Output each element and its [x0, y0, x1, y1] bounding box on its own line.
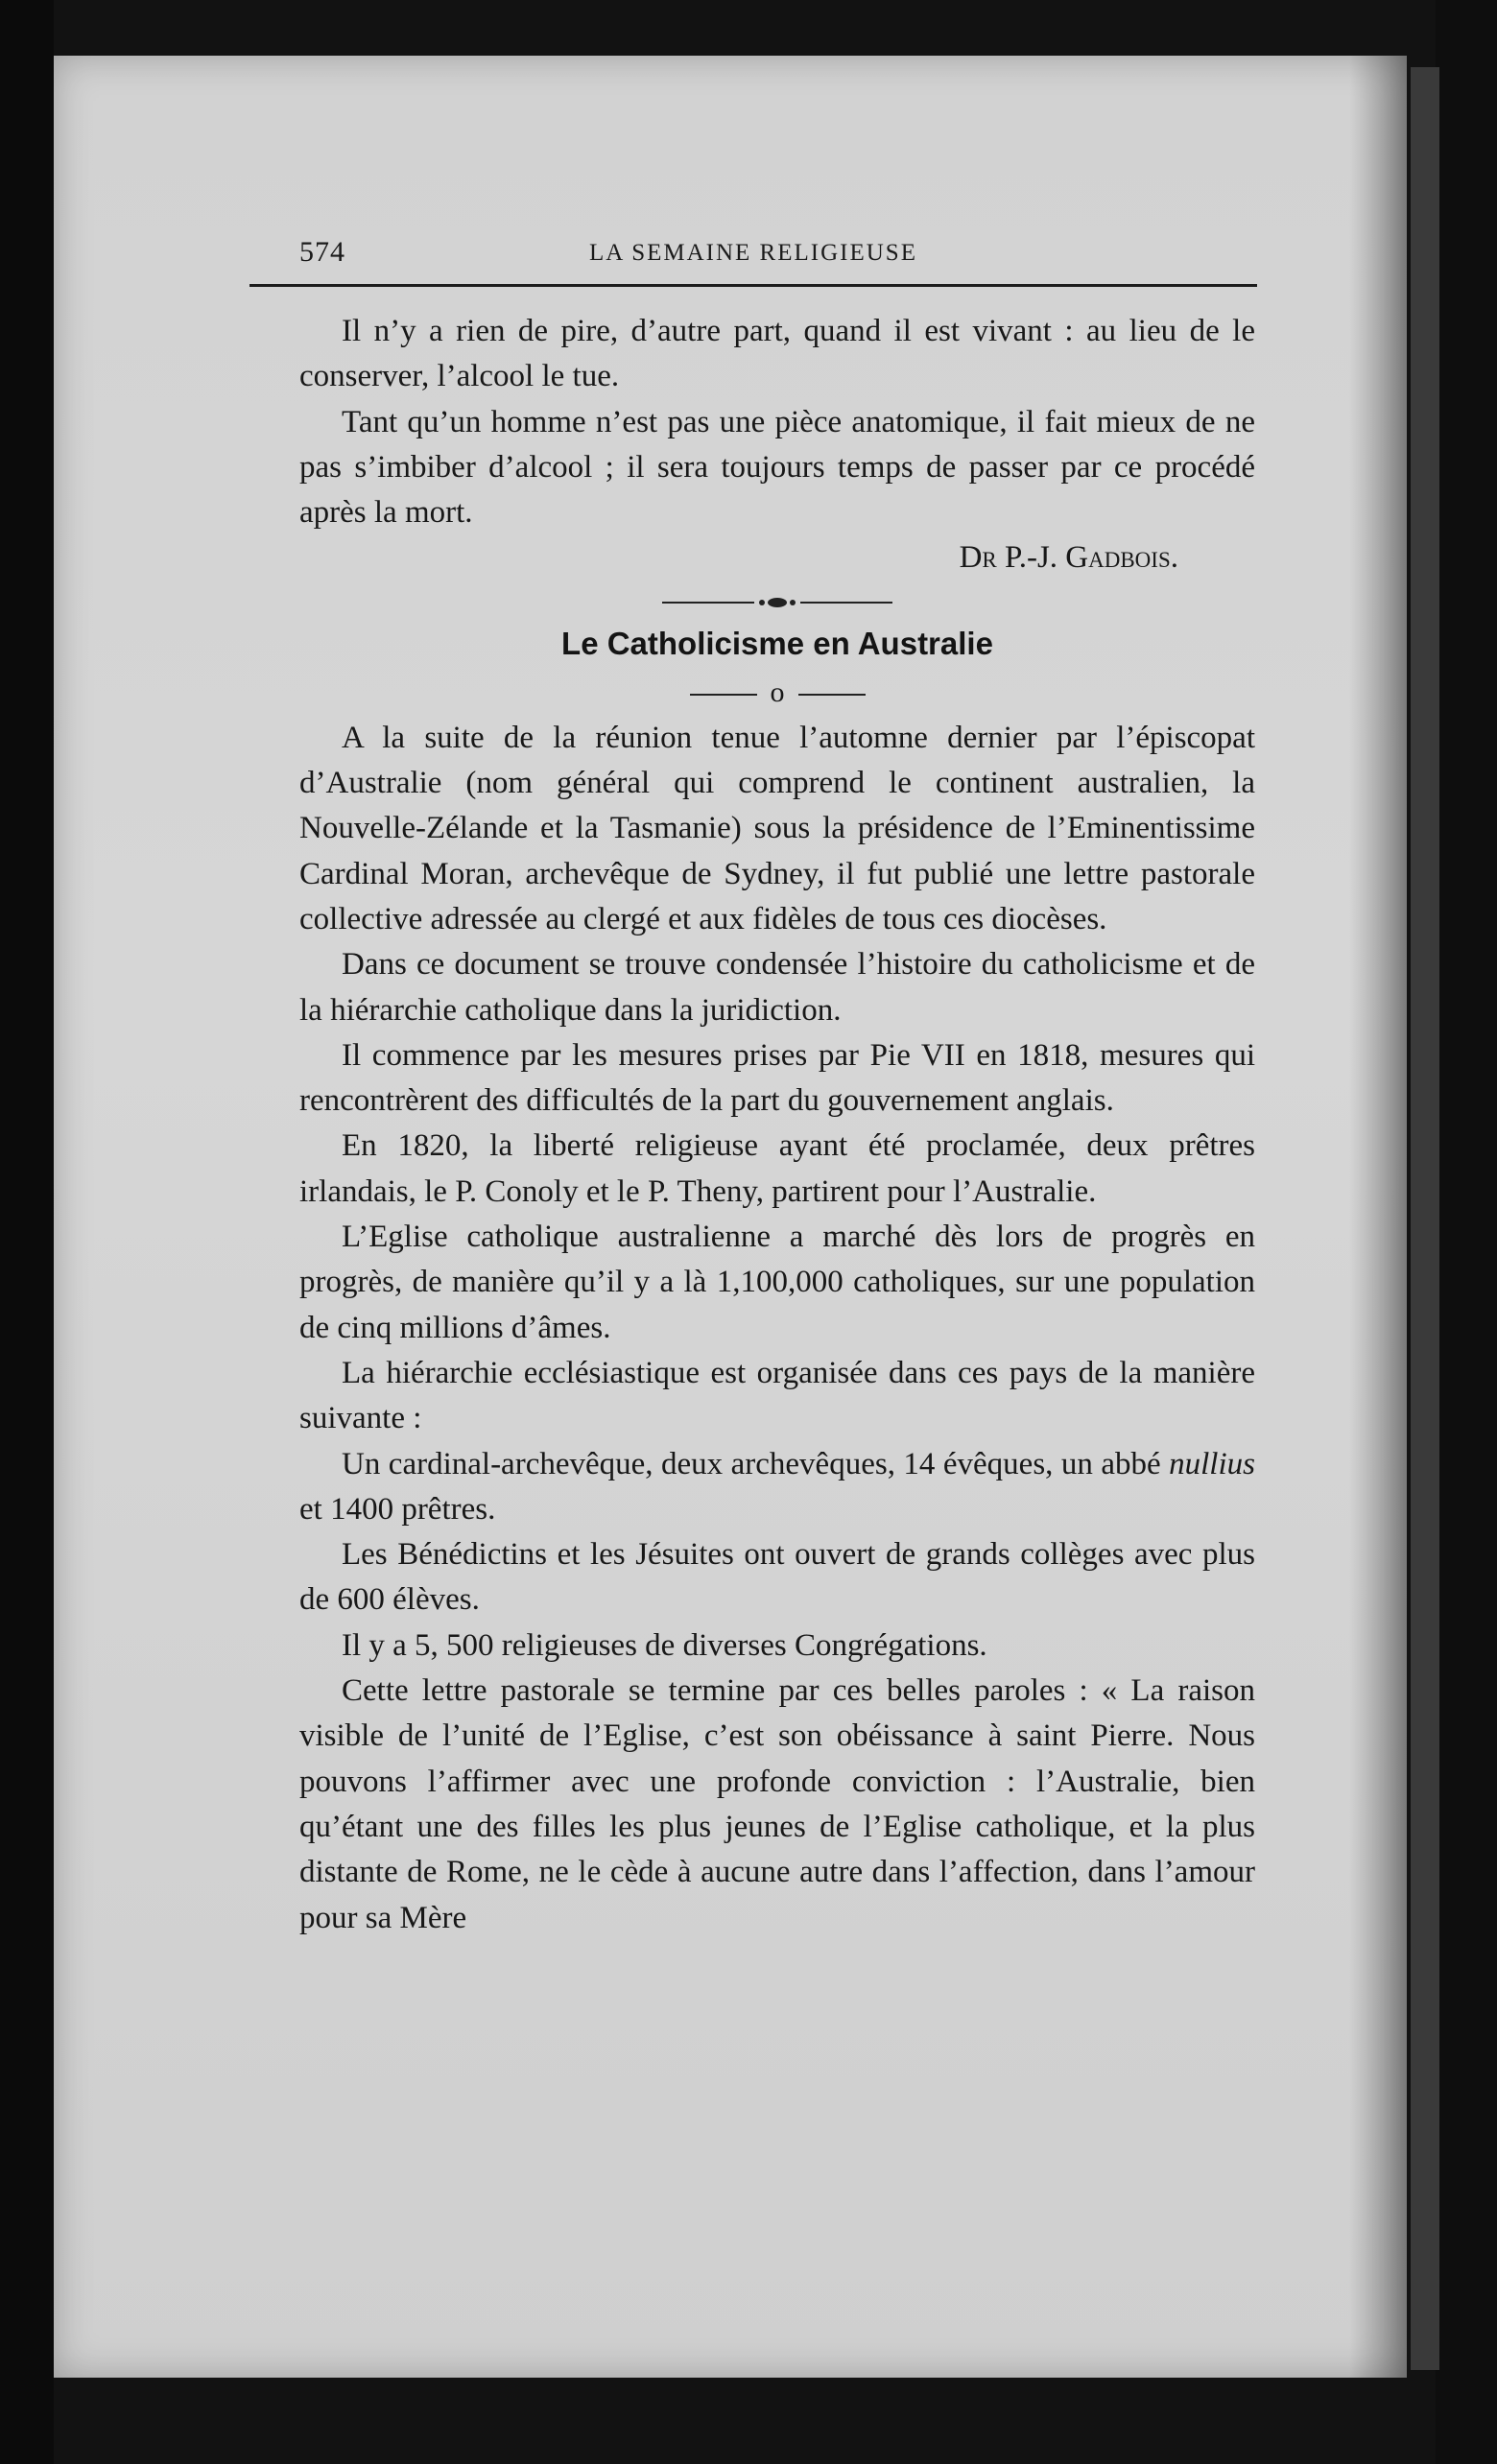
divider-dash-right	[798, 694, 866, 696]
section-ornament	[299, 589, 1255, 616]
article-paragraph-4: En 1820, la liberté religieuse ayant été proclamée, deux prêtres irlandais, le P. Conoly et le P. Theny, partirent pour l’Australie.	[299, 1128, 1255, 1209]
film-edge-right	[1436, 0, 1497, 2464]
paragraph-7-text-after: et 1400 prêtres.	[299, 1491, 496, 1527]
running-title: LA SEMAINE RELIGIEUSE	[589, 240, 917, 266]
article-paragraph-10: Cette lettre pastorale se termine par ces belles paroles : « La raison visible de l’unité de l’Eglise, c’est son obéissance à saint Pierre. Nous pouvons l’affirmer avec une profonde conviction : l’Australie, bien qu’étant une des filles les plus jeunes de l’Eglise catholique, et la plus distante de Rome, ne le cède à aucune autre dans l’affection, dans l’amour pour sa Mère	[299, 1673, 1255, 1935]
page-gutter-shadow	[1349, 56, 1407, 2378]
page-number: 574	[299, 236, 345, 268]
article-paragraph-3: Il commence par les mesures prises par Pie VII en 1818, mesures qui rencontrèrent des difficultés de la part du gouvernement anglais.	[299, 1037, 1255, 1119]
divider-dash-left	[690, 694, 757, 696]
article-paragraph-6: La hiérarchie ecclésiastique est organisée dans ces pays de la manière suivante :	[299, 1355, 1255, 1436]
signature-prefix: Dr	[959, 540, 997, 576]
paragraph-7-text-before: Un cardinal-archevêque, deux archevêques, 14 évêques, un abbé	[342, 1446, 1170, 1481]
article-paragraph-8: Les Bénédictins et les Jésuites ont ouvert de grands collèges avec plus de 600 élèves.	[299, 1537, 1255, 1618]
paragraph-7-italic: nullius	[1169, 1446, 1255, 1481]
title-divider	[299, 674, 1255, 712]
intro-paragraph-2: Tant qu’un homme n’est pas une pièce anatomique, il fait mieux de ne pas s’imbiber d’alcool ; il sera toujours temps de passer par ce procédé après la mort.	[299, 404, 1255, 531]
ornament-rule-icon	[662, 593, 892, 612]
article-title: Le Catholicisme en Australie	[561, 625, 993, 661]
article-paragraph-5: L’Eglise catholique australienne a marché dès lors de progrès en progrès, de manière qu’il y a là 1,100,000 catholiques, sur une population de cinq millions d’âmes.	[299, 1220, 1255, 1345]
signature-name: P.-J. Gadbois.	[1005, 540, 1178, 576]
article-paragraph-9: Il y a 5, 500 religieuses de diverses Congrégations.	[342, 1627, 987, 1663]
author-signature	[299, 535, 1255, 580]
adjacent-page-strip	[1411, 67, 1439, 2370]
article-paragraph-1: A la suite de la réunion tenue l’automne dernier par l’épiscopat d’Australie (nom général qui comprend le continent australien, la Nouvelle-Zélande et la Tasmanie) sous la présidence de l’Eminentissime Cardinal Moran, archevêque de Sydney, il fut publié une lettre pastorale collective adressée au clergé et aux fidèles de tous ces diocèses.	[299, 720, 1255, 936]
running-header	[250, 226, 1257, 287]
divider-circle: o	[770, 675, 785, 708]
intro-paragraph-1: Il n’y a rien de pire, d’autre part, quand il est vivant : au lieu de le conserver, l’alcool le tue.	[299, 314, 1255, 394]
page-body	[299, 309, 1255, 1941]
film-edge-left	[0, 0, 54, 2464]
article-paragraph-7	[299, 1442, 1255, 1533]
article-paragraph-2: Dans ce document se trouve condensée l’histoire du catholicisme et de la hiérarchie catholique dans la juridiction.	[299, 947, 1255, 1028]
